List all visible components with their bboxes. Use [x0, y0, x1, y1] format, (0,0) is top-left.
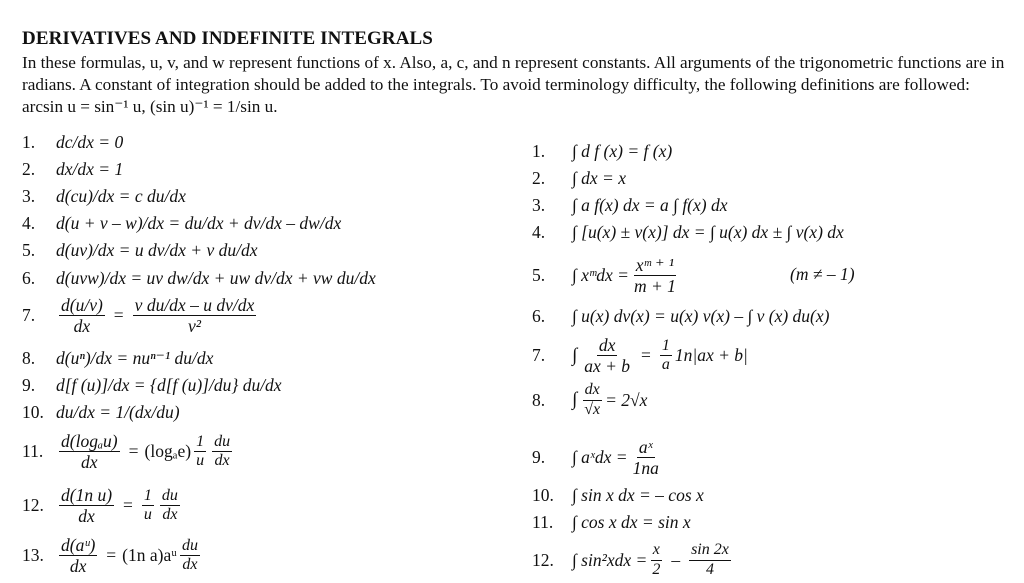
fraction: [59, 486, 114, 526]
denominator: 2: [652, 560, 661, 578]
fraction: [194, 434, 206, 471]
derivative-5: [22, 240, 257, 261]
formula: ∫ [u(x) ± v(x)] dx = ∫ u(x) dx ± ∫ v(x) dx: [572, 222, 844, 242]
fraction: [650, 542, 662, 579]
denominator: dx: [73, 316, 91, 337]
numerator: d(aᵘ): [61, 535, 96, 555]
item-number: 5.: [532, 265, 546, 286]
log-factor: (logₐe): [144, 441, 192, 462]
formula: ∫ cos x dx = sin x: [572, 512, 691, 532]
derivative-8: [22, 348, 213, 369]
item-number: 11.: [532, 512, 554, 532]
fraction: [180, 538, 200, 575]
numerator: sin 2x: [689, 542, 731, 561]
derivative-11: 11. $\frac{\text{d(logₐu)}}{dx}$ = (logₐe) $\frac{1}{u}$ $\frac{du}{dx}$: [22, 431, 231, 473]
fraction: [582, 382, 602, 419]
denominator: √x: [584, 400, 601, 418]
item-number: 9.: [532, 447, 546, 468]
item-number: 6.: [22, 268, 36, 288]
formula: d[f (u)]/dx = {d[f (u)]/du} du/dx: [56, 375, 282, 395]
formula-lhs: ∫ sin²xdx =: [572, 549, 648, 570]
formula: dc/dx = 0: [56, 132, 124, 152]
denominator: dx: [214, 452, 230, 470]
derivative-7: 7. $\frac{d(u/v)}{dx}$ = $\frac{\text{v du/dx – u dv/dx}}{\text{v²}}$: [22, 295, 255, 337]
denominator: 4: [705, 560, 714, 578]
item-number: 7.: [22, 305, 36, 326]
fraction: [660, 338, 672, 375]
item-number: 11.: [22, 441, 44, 462]
formula: dx/dx = 1: [56, 159, 124, 179]
formula: d(cu)/dx = c du/dx: [56, 186, 186, 206]
numerator: d(u/v): [61, 295, 103, 315]
item-number: 3.: [22, 186, 36, 206]
fraction: [133, 296, 257, 336]
numerator: 1: [194, 434, 206, 453]
formula: ∫ dx = x: [572, 168, 627, 188]
formula-lhs: ∫ xᵐdx =: [572, 265, 629, 286]
integral-3: [532, 195, 728, 216]
integral-11: [532, 512, 691, 533]
fraction: [160, 488, 180, 525]
fraction: [142, 488, 154, 525]
log-factor: (1n a)aᵘ: [122, 545, 177, 566]
intro-paragraph: In these formulas, u, v, and w represent functions of x. Also, a, c, and n represent constants. All arguments of the trigonometric functions are in radians. A constant of integration should be added to the integrals. To avoid terminology difficulty, the following definitions are followed: arcsin u = sin⁻¹ u, (sin u)⁻¹ = 1/sin u.: [22, 53, 1005, 116]
derivative-9: [22, 375, 282, 396]
numerator: v du/dx – u dv/dx: [134, 295, 255, 315]
item-number: 5.: [22, 240, 36, 260]
derivative-10: [22, 402, 180, 423]
formula: ∫ u(x) dv(x) = u(x) v(x) – ∫ v (x) du(x): [572, 306, 830, 326]
derivative-13: 13. $\frac{\text{d(aᵘ)}}{dx}$ = (1n a)aᵘ $\frac{du}{dx}$: [22, 535, 198, 577]
formula-lhs: ∫ aˣdx =: [572, 447, 628, 468]
numerator: du: [180, 538, 200, 557]
item-number: 12.: [22, 495, 44, 516]
denominator: a: [661, 356, 670, 374]
formula: d(uv)/dx = u dv/dx + v du/dx: [56, 240, 258, 260]
item-number: 2.: [22, 159, 36, 179]
integral-4: [532, 222, 844, 243]
formula: ∫ a f(x) dx = a ∫ f(x) dx: [572, 195, 728, 215]
numerator: du: [160, 488, 180, 507]
formula-rest: 1n|ax + b|: [674, 345, 748, 366]
integral-5: [532, 256, 681, 296]
fraction: [59, 432, 120, 472]
fraction: [632, 256, 678, 296]
denominator: dx: [69, 556, 87, 577]
numerator: du: [212, 434, 232, 453]
derivative-3: [22, 186, 186, 207]
denominator: u: [143, 506, 152, 524]
denominator: dx: [182, 556, 198, 574]
integral-1: [532, 141, 672, 162]
denominator: dx: [162, 506, 178, 524]
denominator: m + 1: [633, 276, 676, 297]
numerator: x: [651, 542, 662, 561]
formula: d(u + v – w)/dx = du/dx + dv/dx – dw/dx: [56, 213, 342, 233]
formula: ∫ d f (x) = f (x): [572, 141, 673, 161]
derivative-4: [22, 213, 341, 234]
integral-2: [532, 168, 626, 189]
item-number: 6.: [532, 306, 546, 326]
numerator: dx: [583, 382, 602, 401]
numerator: xᵐ ⁺ ¹: [635, 255, 675, 275]
item-number: 12.: [532, 549, 554, 570]
formula: d(uvw)/dx = uv dw/dx + uw dv/dx + vw du/dx: [56, 268, 376, 288]
item-number: 4.: [22, 213, 36, 233]
fraction: [582, 336, 632, 376]
denominator: dx: [78, 506, 95, 527]
integral-6: [532, 306, 829, 327]
integral-12: 12. ∫ sin²xdx = $\frac{x}{2}$ – $\frac{\sin 2x}{4}$: [532, 541, 729, 578]
numerator: dx: [598, 335, 616, 355]
item-number: 7.: [532, 345, 546, 366]
formula-rest: = 2√x: [605, 389, 648, 410]
fraction: [212, 434, 232, 471]
integral-7: 7. ∫ $\frac{dx}{ax + b}$ = $\frac{1}{a}$ 1n|ax + b|: [532, 335, 748, 377]
numerator: 1: [660, 338, 672, 357]
derivative-1: [22, 132, 123, 153]
derivative-12: 12. $\frac{\text{d(1n u)}}{dx}$ = $\frac{1}{u}$ $\frac{du}{dx}$: [22, 485, 178, 527]
denominator: u: [196, 452, 205, 470]
derivative-2: [22, 159, 123, 180]
numerator: d(1n u): [61, 485, 113, 505]
integral-8: 8. ∫ $\frac{dx}{√x}$ = 2√x: [532, 381, 648, 418]
item-number: 10.: [22, 402, 44, 422]
condition-note: (m ≠ – 1): [790, 264, 855, 284]
item-number: 10.: [532, 485, 554, 505]
integral-10: [532, 485, 704, 506]
fraction: [689, 542, 731, 579]
fraction: [59, 536, 97, 576]
formula: d(uⁿ)/dx = nuⁿ⁻¹ du/dx: [56, 348, 214, 368]
denominator: dx: [81, 452, 98, 473]
page-title: DERIVATIVES AND INDEFINITE INTEGRALS: [22, 28, 433, 49]
denominator: ax + b: [584, 356, 631, 377]
formula: ∫ sin x dx = – cos x: [572, 485, 704, 505]
derivative-6: [22, 268, 376, 289]
numerator: aˣ: [638, 437, 653, 457]
item-number: 1.: [22, 132, 36, 152]
fraction: [59, 296, 105, 336]
item-number: 13.: [22, 545, 44, 566]
formula: du/dx = 1/(dx/du): [56, 402, 180, 422]
numerator: d(logₐu): [61, 431, 118, 451]
denominator: v²: [187, 316, 201, 337]
item-number: 8.: [22, 348, 36, 368]
fraction: [631, 438, 661, 478]
integral-9: [532, 438, 664, 478]
item-number: 4.: [532, 222, 546, 242]
item-number: 8.: [532, 389, 546, 410]
denominator: 1na: [632, 458, 659, 479]
item-number: 3.: [532, 195, 546, 215]
numerator: 1: [142, 488, 154, 507]
item-number: 1.: [532, 141, 546, 161]
item-number: 2.: [532, 168, 546, 188]
item-number: 9.: [22, 375, 36, 395]
